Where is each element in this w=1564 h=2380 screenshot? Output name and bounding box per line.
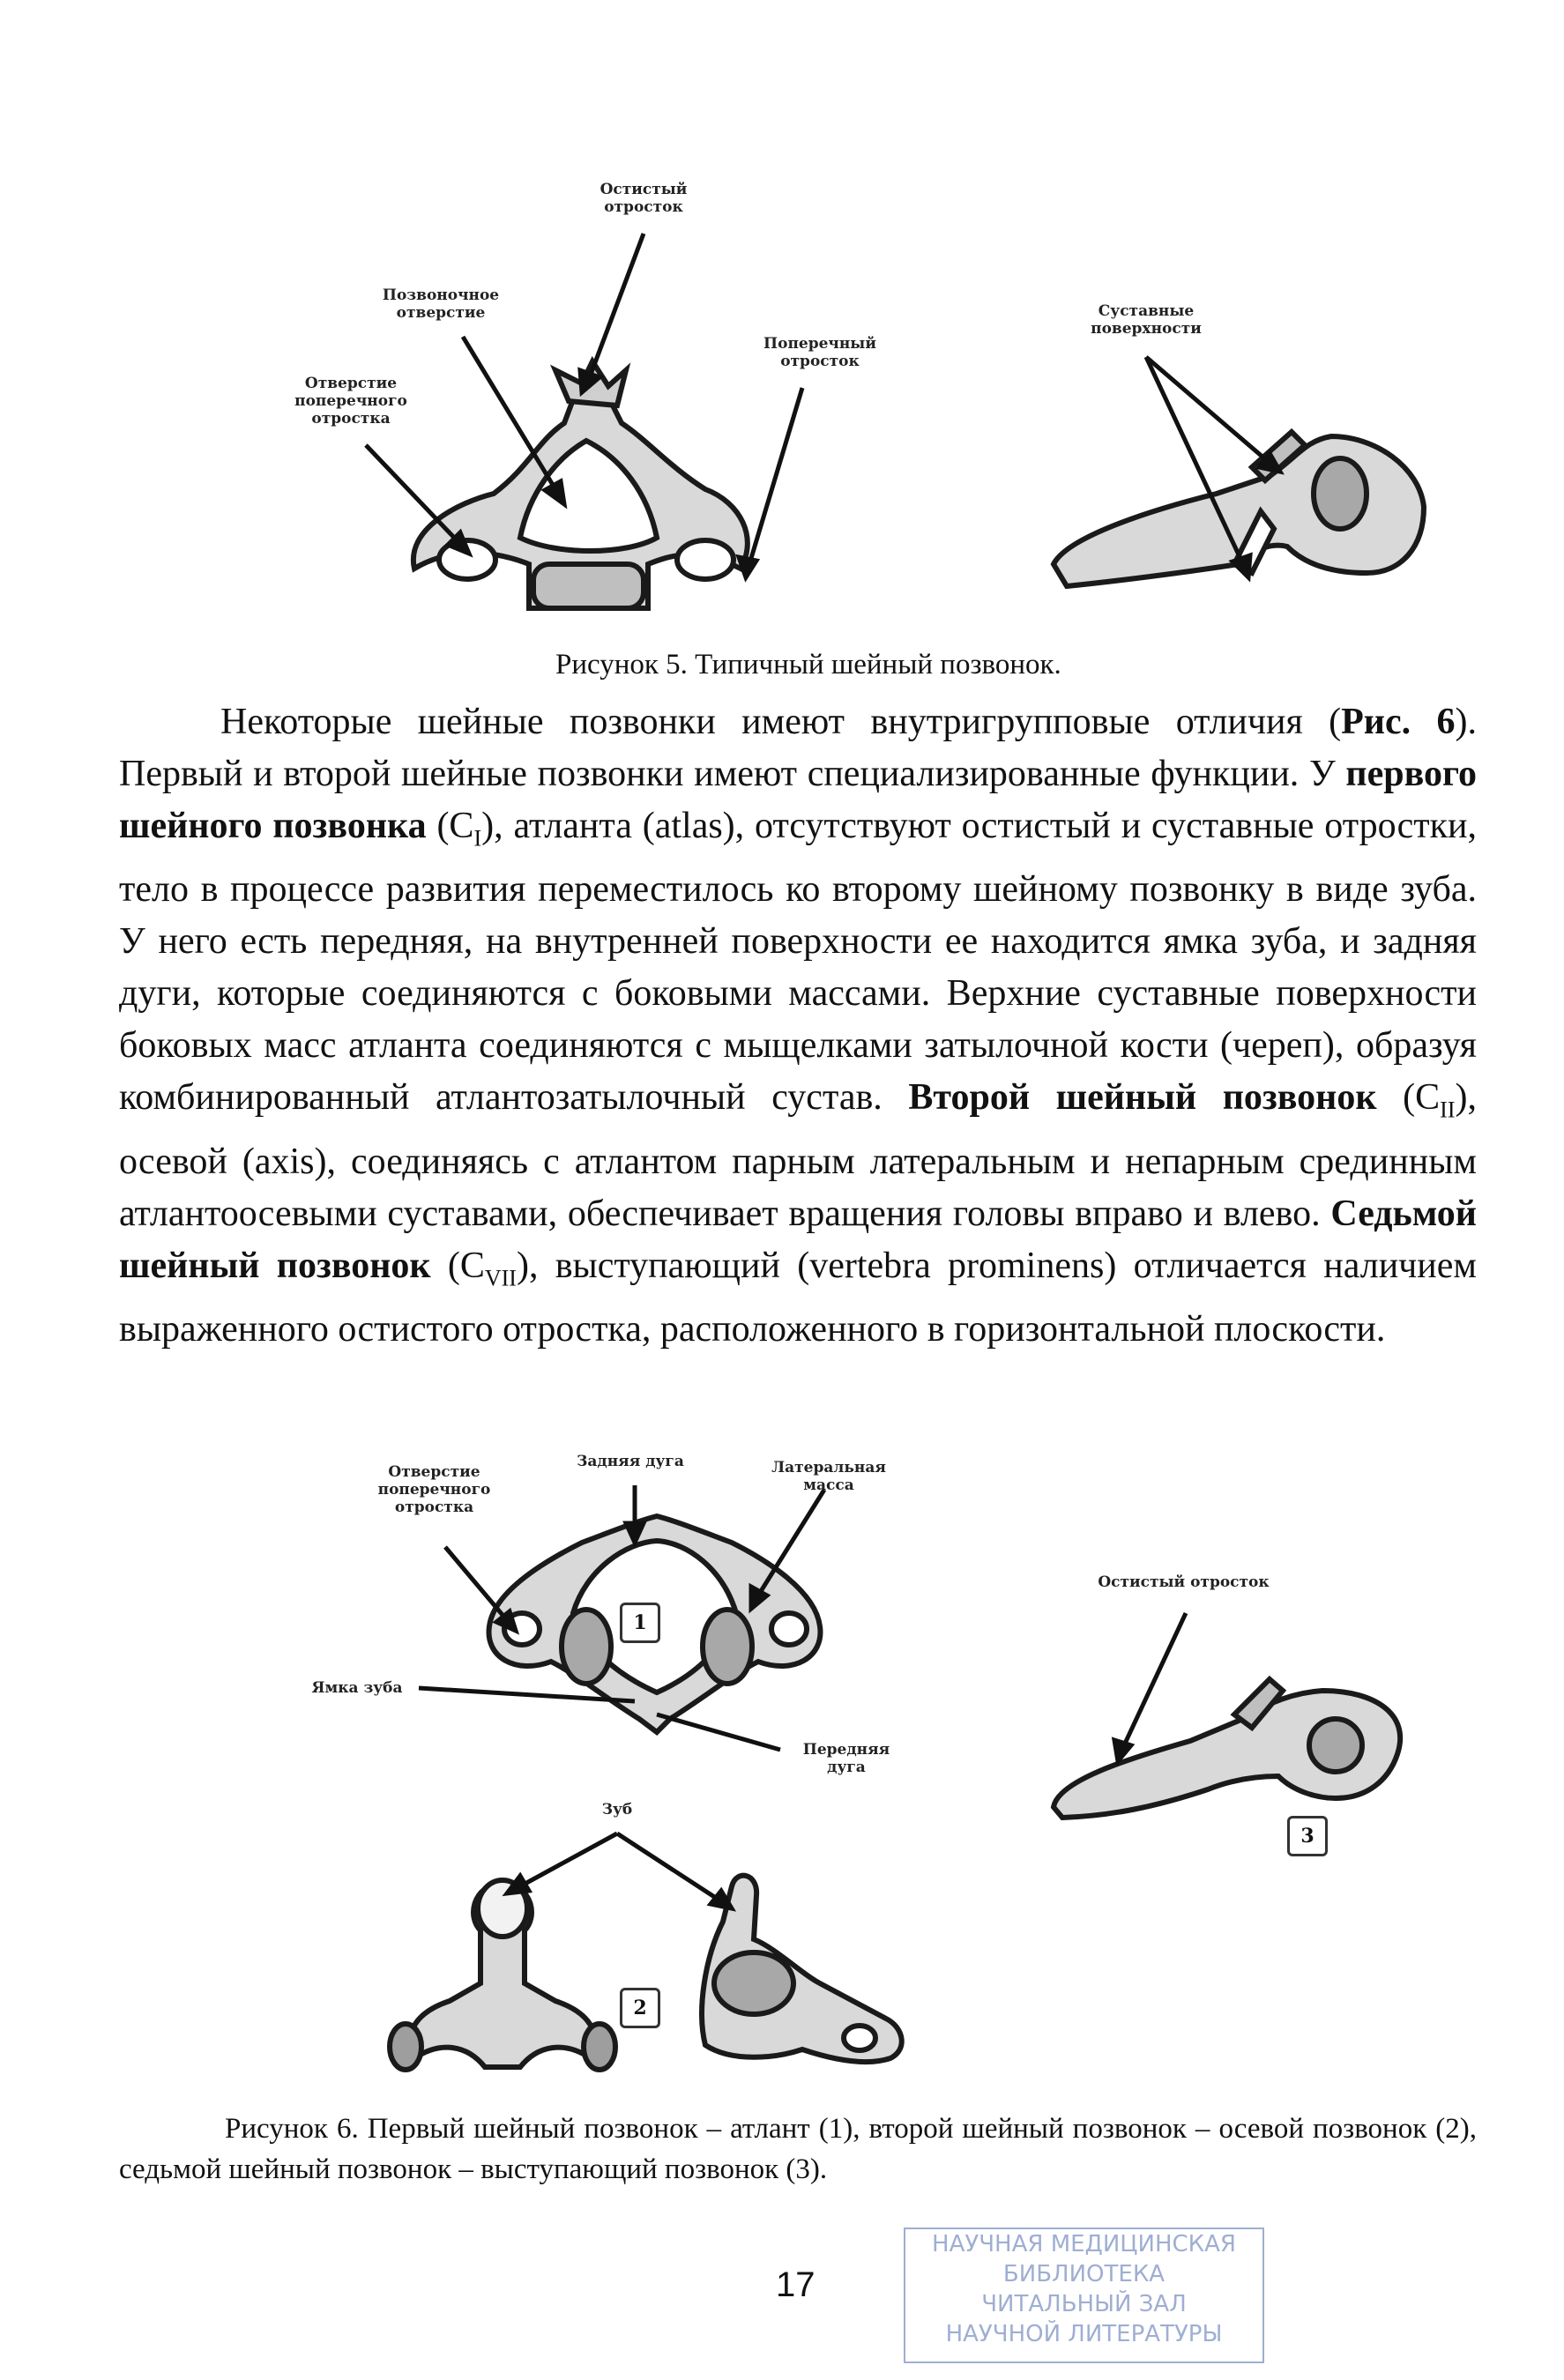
label-transverse-foramen: Отверстие поперечного отростка: [294, 375, 407, 428]
label-vertebral-foramen: Позвоночное отверстие: [382, 286, 500, 322]
figure-5-illustration: [0, 0, 1564, 635]
label-transverse-process: Поперечный отросток: [763, 335, 876, 370]
label-dens: Зуб: [601, 1801, 633, 1818]
label-atlas-transverse-foramen: Отверстие поперечного отростка: [377, 1463, 491, 1516]
figure-6-number-1: 1: [620, 1603, 660, 1643]
figure-6-pointer-lines: [419, 1485, 1186, 1908]
label-anterior-arch: Передняя дуга: [802, 1741, 890, 1776]
figure-6-caption: Рисунок 6. Первый шейный позвонок – атлант (1), второй шейный позвонок – осевой позвонок (2), седьмой шейный позвонок – выступающий позвонок (3).: [119, 2113, 1477, 2185]
label-articular-surfaces: Суставные поверхности: [1091, 302, 1202, 338]
axis-anterior-view: [390, 1880, 615, 2070]
figure-5-caption: Рисунок 5. Типичный шейный позвонок.: [555, 649, 1061, 681]
library-stamp: НАУЧНАЯ МЕДИЦИНСКАЯ БИБЛИОТЕКА ЧИТАЛЬНЫЙ ЗАЛ НАУЧНОЙ ЛИТЕРАТУРЫ: [904, 2228, 1264, 2363]
vertebra-superior-view: [413, 361, 748, 608]
label-lateral-mass: Латеральная масса: [771, 1459, 886, 1494]
label-posterior-arch: Задняя дуга: [577, 1453, 684, 1470]
figure-6-number-2: 2: [620, 1988, 660, 2028]
page-number: 17: [776, 2265, 816, 2304]
label-spinous-process: Остистый отросток: [600, 181, 688, 216]
axis-lateral-view: [702, 1876, 902, 2062]
label-c7-spinous-process: Остистый отросток: [1098, 1573, 1270, 1591]
figure-6-illustration: [0, 1410, 1564, 2098]
figure-6-number-3: 3: [1287, 1816, 1328, 1856]
body-paragraph: Некоторые шейные позвонки имеют внутригрупповые отличия (Рис. 6). Первый и второй шейные позвонки имеют специализированные функции. У первого шейного позвонка $(C_I)$, атланта (atlas), отсутствуют остистый и суставные отростки, тело в процессе развития переместилось ко второму шейному позвонку в виде зуба. У него есть передняя, на внутренней поверхности ее находится ямка зуба, и задняя дуги, которые соединяются с боковыми массами. Верхние суставные поверхности боковых масс атланта соединяются с мыщелками затылочной кости (череп), образуя комбинированный атлантозатылочный сустав. Второй шейный позвонок $(C_{II})$, осевой (axis), соединяясь с атлантом парным латеральным и непарным срединным атлантоосевыми суставами, обеспечивает вращения головы вправо и влево. Седьмой шейный позвонок $(C_{VII})$, выступающий (vertebra prominens) отличается наличием выраженного остистого отростка, расположенного в горизонтальной плоскости.: [119, 702, 1478, 1350]
label-dens-fovea: Ямка зуба: [311, 1679, 403, 1697]
c7-lateral-view: [1054, 1679, 1400, 1818]
